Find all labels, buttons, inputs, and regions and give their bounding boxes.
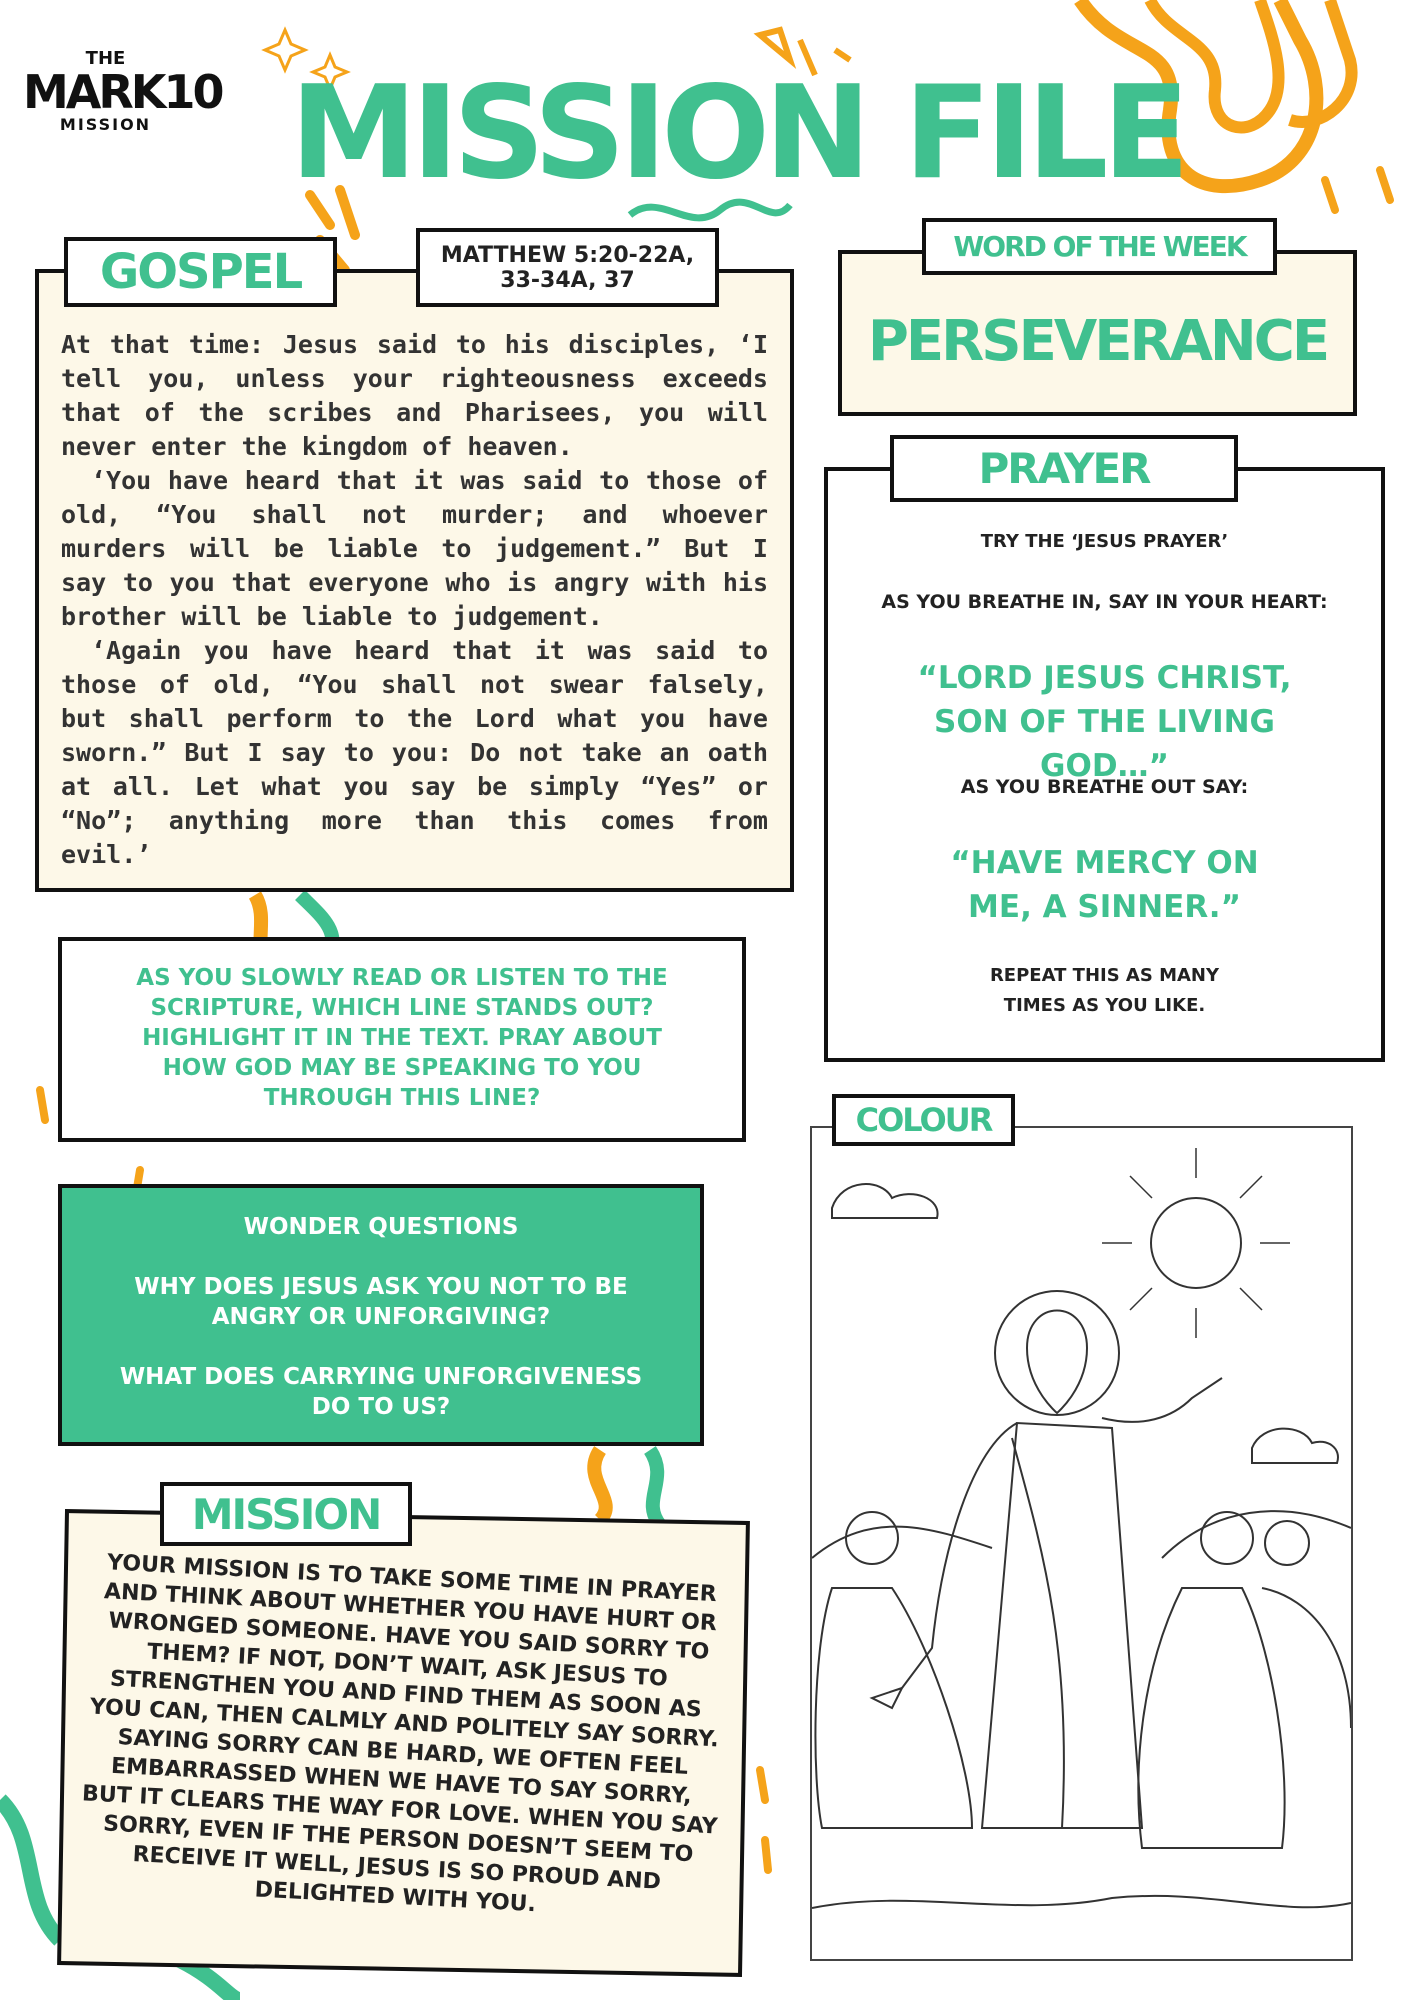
wonder-heading: WONDER QUESTIONS	[243, 1214, 519, 1240]
prayer-repeat: REPEAT THIS AS MANY TIMES AS YOU LIKE.	[989, 965, 1220, 1016]
mission-text: YOUR MISSION IS TO TAKE SOME TIME IN PRAYER AND THINK ABOUT WHETHER YOU HAVE HURT OR WRONGED SOMEONE. HAVE YOU SAID SORRY TO THEM? IF NOT, DON’T WAIT, ASK JESUS TO STRENGTHEN YOU AND FIND THEM AS SOON AS YOU CAN, THEN CALMLY AND POLITELY SAY SORRY. SAYING SORRY CAN BE HARD, WE OFTEN FEEL EMBARRASSED WHEN WE HAVE TO SAY SORRY, BUT IT CLEARS THE WAY FOR LOVE. WHEN YOU SAY SORRY, EVEN IF THE PERSON DOESN’T SEEM TO RECEIVE IT WELL, JESUS IS SO PROUD AND DELIGHTED WITH YOU.	[81, 1550, 720, 1918]
gospel-box	[35, 269, 794, 892]
prayer-instruction: AS YOU BREATHE IN, SAY IN YOUR HEART:	[881, 591, 1328, 613]
prayer-instruction: AS YOU BREATHE OUT SAY:	[960, 776, 1249, 798]
word-of-week-tab: WORD OF THE WEEK	[922, 218, 1277, 275]
reflection-box: AS YOU SLOWLY READ OR LISTEN TO THE SCRIPTURE, WHICH LINE STANDS OUT? HIGHLIGHT IT IN THE TEXT. PRAY ABOUT HOW GOD MAY BE SPEAKING TO YOU THROUGH THIS LINE?	[58, 937, 746, 1142]
page-title: MISSION FILE	[290, 59, 1184, 208]
gospel-paragraph: ‘Again you have heard that it was said to those of old, “You shall not swear falsely, but shall perform to the Lord what you have sworn.” But I say to you: Do not take an oath at all. Let what you say be simply “Yes” or “No”; anything more than this comes from evil.’	[61, 636, 768, 869]
gospel-paragraph: ‘You have heard that it was said to those of old, “You shall not murder; and whoever murders will be liable to judgement.” But I say to you that everyone who is angry with his brother will be liable to judgement.	[61, 466, 768, 631]
prayer-box	[824, 467, 1385, 1062]
word-of-week: PERSEVERANCE	[867, 309, 1328, 374]
logo-the: THE	[85, 48, 126, 69]
reference-line: MATTHEW 5:20-22A,	[440, 242, 695, 268]
prayer-tab: PRAYER	[890, 435, 1238, 502]
gospel-text	[61, 328, 768, 872]
prayer-line-2: “HAVE MERCY ON ME, A SINNER.”	[950, 845, 1259, 925]
logo-mark10: MARK10	[23, 65, 222, 119]
gospel-reference	[416, 228, 719, 307]
reference-line: 33-34A, 37	[500, 267, 635, 293]
wonder-question: WHY DOES JESUS ASK YOU NOT TO BE ANGRY OR UNFORGIVING?	[134, 1274, 628, 1330]
gospel-tab: GOSPEL	[64, 237, 337, 307]
logo-mission: MISSION	[59, 115, 152, 134]
mission-tab: MISSION	[160, 1482, 412, 1546]
colouring-box	[810, 1126, 1353, 1961]
wonder-question: WHAT DOES CARRYING UNFORGIVENESS DO TO US?	[119, 1364, 643, 1420]
gospel-paragraph: At that time: Jesus said to his disciples, ‘I tell you, unless your righteousness exceeds that of the scribes and Pharisees, you will never enter the kingdom of heaven.	[61, 330, 768, 461]
mission-box	[57, 1509, 750, 1977]
colour-tab: COLOUR	[832, 1094, 1015, 1146]
wonder-questions-box	[58, 1184, 704, 1446]
prayer-line-1: “LORD JESUS CHRIST, SON OF THE LIVING GOD…”	[917, 660, 1292, 784]
mark10-logo	[23, 48, 222, 134]
sun-icon	[1151, 1198, 1241, 1288]
prayer-intro: TRY THE ‘JESUS PRAYER’	[980, 531, 1229, 552]
colouring-illustration	[812, 1128, 1351, 1959]
